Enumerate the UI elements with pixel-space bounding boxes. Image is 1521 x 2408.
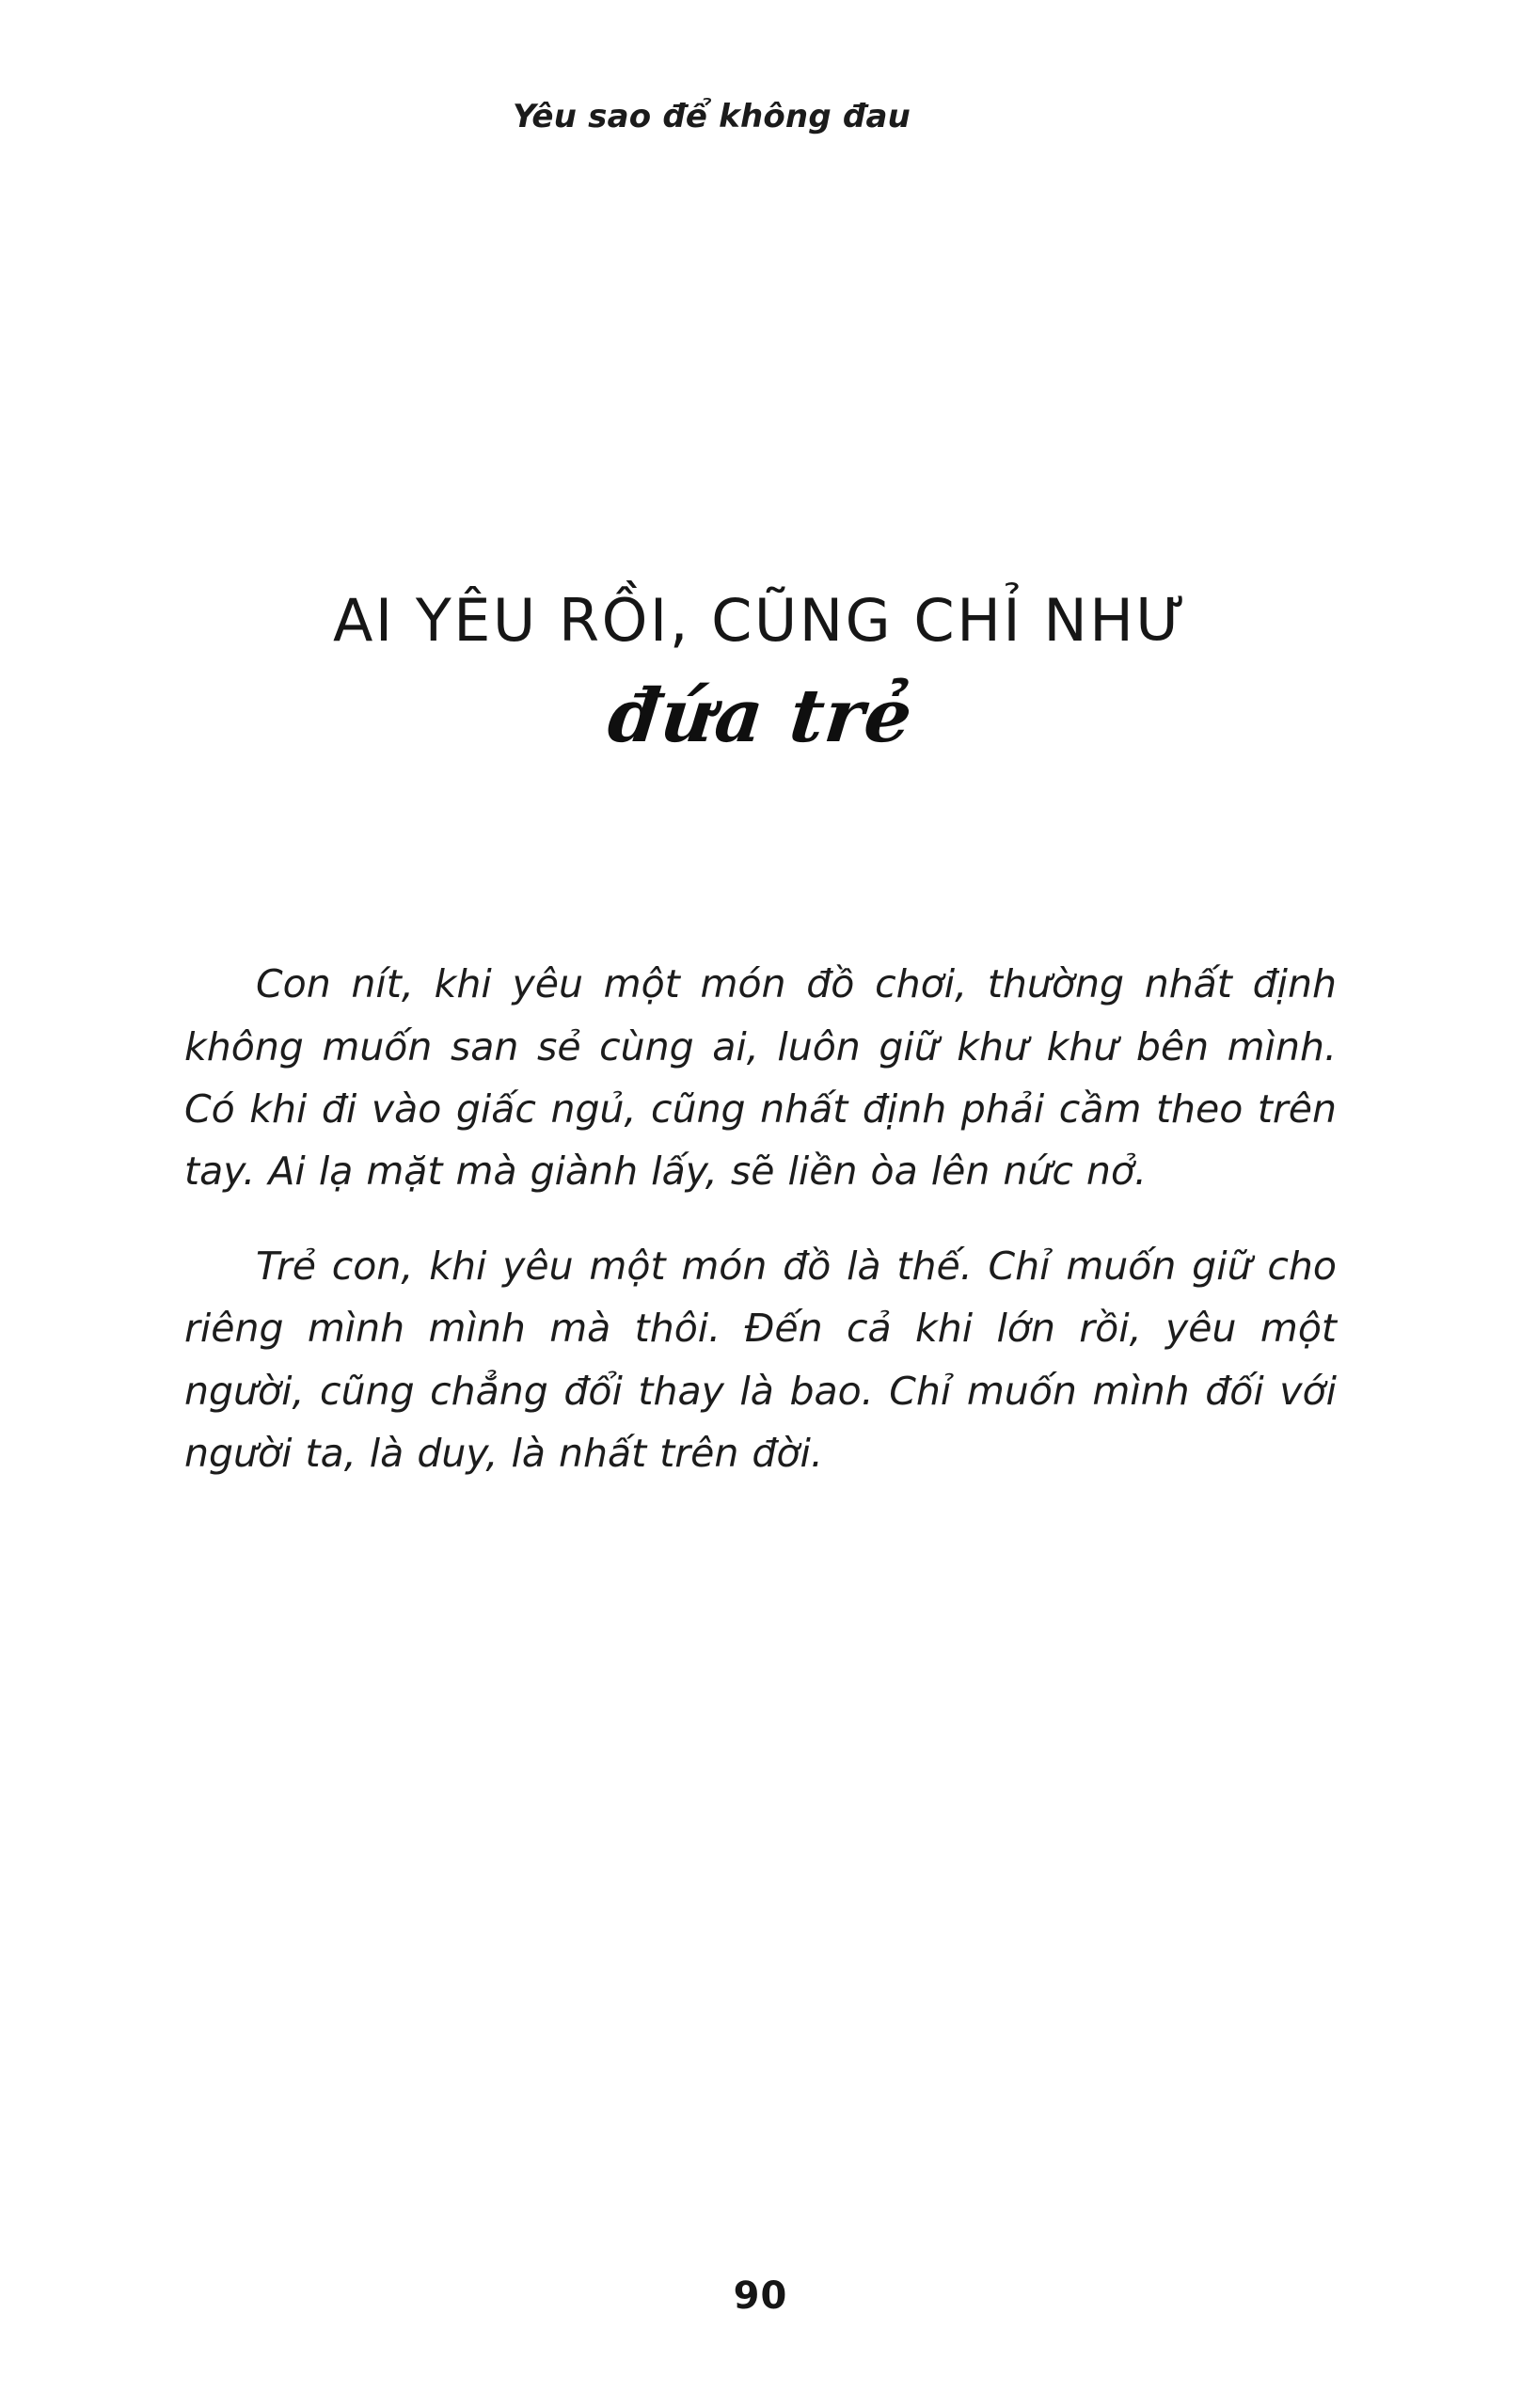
body-text bbox=[0, 953, 1521, 1484]
paragraph: Trẻ con, khi yêu một món đồ là thế. Chỉ muốn giữ cho riêng mình mình mà thôi. Đến cả khi lớn rồi, yêu một người, cũng chẳng đổi thay là bao. Chỉ muốn mình đối với người ta, là duy, là nhất trên đời. bbox=[184, 1243, 1337, 1476]
paragraph: Con nít, khi yêu một món đồ chơi, thường nhất định không muốn san sẻ cùng ai, luôn giữ khư khư bên mình. Có khi đi vào giấc ngủ, cũng nhất định phải cầm theo trên tay. Ai lạ mặt mà giành lấy, sẽ liền òa lên nức nở. bbox=[184, 961, 1337, 1195]
page-number: 90 bbox=[733, 2274, 788, 2318]
chapter-title-line-2: đứa trẻ bbox=[604, 673, 917, 760]
chapter-title-block bbox=[0, 586, 1521, 760]
running-head: Yêu sao để không đau bbox=[513, 98, 911, 135]
chapter-title-line-1: AI YÊU RỒI, CŨNG CHỈ NHƯ bbox=[332, 586, 1189, 655]
